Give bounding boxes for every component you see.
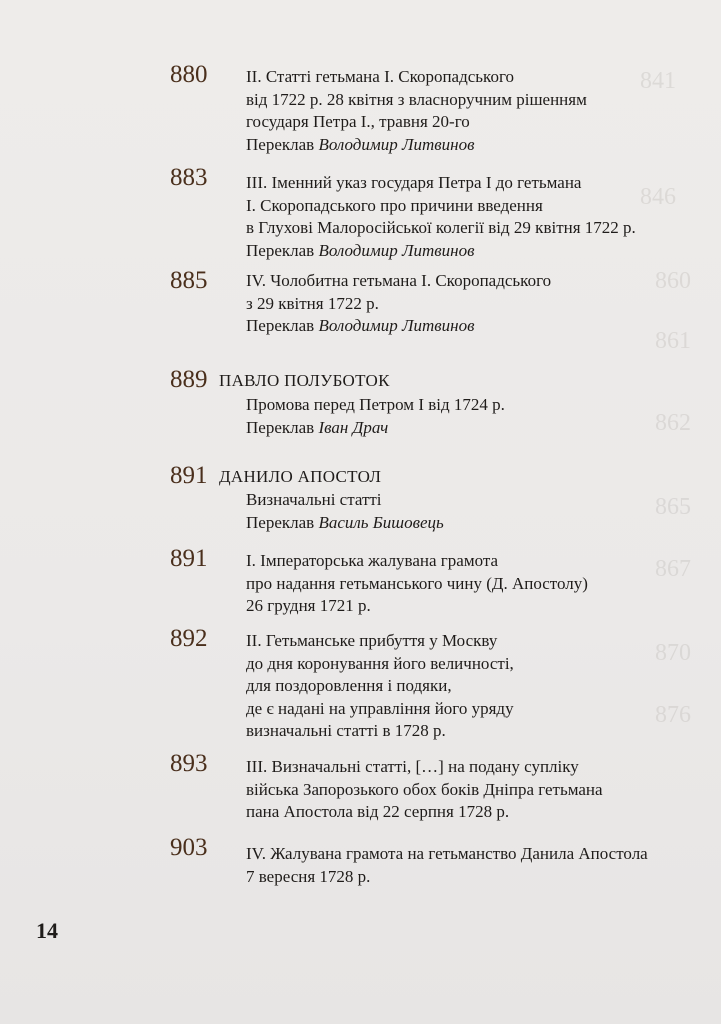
translator-name: Іван Драч xyxy=(318,417,389,437)
translator-line: Переклав Володимир Литвинов xyxy=(246,240,475,260)
toc-page-number: 893 xyxy=(170,750,208,777)
translator-line: Переклав Василь Бишовець xyxy=(246,512,444,532)
translator-line: Переклав Іван Драч xyxy=(246,417,389,437)
toc-page-number: 880 xyxy=(170,61,208,88)
toc-entry-text: ІІІ. Іменний указ государя Петра І до гетьмана І. Скоропадського про причини введення в Глухові Малоросійської колегії від 29 квітня 1722 р. Переклав Володимир Литвинов xyxy=(246,172,636,262)
toc-entry-text: ІІІ. Визначальні статті, […] на подану супліку війська Запорозького обох боків Дніпра гетьмана пана Апостола від 22 серпня 1728 р. xyxy=(246,757,603,821)
author-name: ПАВЛО ПОЛУБОТОК xyxy=(219,371,390,390)
bleed-through-text: 860 xyxy=(655,268,691,294)
toc-page-number: 892 xyxy=(170,625,208,652)
toc-entry-text: Визначальні статті Переклав Василь Бишовець xyxy=(246,489,444,534)
bleed-through-text: 841 xyxy=(640,68,676,94)
translator-name: Василь Бишовець xyxy=(318,512,444,532)
toc-page-number: 883 xyxy=(170,164,208,191)
bleed-through-text: 862 xyxy=(655,410,691,436)
toc-page-number: 891 xyxy=(170,545,208,572)
bleed-through-text: 867 xyxy=(655,556,691,582)
toc-entry-text: Промова перед Петром І від 1724 р. Переклав Іван Драч xyxy=(246,394,505,439)
toc-page-number: 889 xyxy=(170,366,208,393)
translator-line: Переклав Володимир Литвинов xyxy=(246,134,475,154)
toc-entry-text: IV. Чолобитна гетьмана І. Скоропадського з 29 квітня 1722 р. Переклав Володимир Литвинов xyxy=(246,270,551,338)
translator-name: Володимир Литвинов xyxy=(318,134,475,154)
toc-page-number: 891 xyxy=(170,462,208,489)
bleed-through-text: 846 xyxy=(640,184,676,210)
toc-entry-text: І. Імператорська жалувана грамота про надання гетьманського чину (Д. Апостолу) 26 грудня 1721 р. xyxy=(246,551,588,615)
author-name: ДАНИЛО АПОСТОЛ xyxy=(219,467,382,486)
bleed-through-text: 876 xyxy=(655,702,691,728)
translator-name: Володимир Литвинов xyxy=(318,316,475,335)
toc-page-number: 885 xyxy=(170,267,208,294)
bleed-through-text: 865 xyxy=(655,494,691,520)
bleed-through-text: 870 xyxy=(655,640,691,666)
bleed-through-text: 861 xyxy=(655,328,691,354)
toc-page-number: 903 xyxy=(170,834,208,861)
toc-entry-text: ІІ. Гетьманське прибуття у Москву до дня коронування його величності, для поздоровлення і подяки, де є надані на управління його уряду визначальні статті в 1728 р. xyxy=(246,631,514,740)
toc-entry-text: IV. Жалувана грамота на гетьманство Данила Апостола 7 вересня 1728 р. xyxy=(246,844,648,886)
translator-name: Володимир Литвинов xyxy=(318,240,475,260)
page-number: 14 xyxy=(36,918,58,943)
toc-entry-text: II. Статті гетьмана І. Скоропадського від 1722 р. 28 квітня з власноручним рішенням государя Петра І., травня 20-го Переклав Володимир Литвинов xyxy=(246,66,587,156)
translator-line: Переклав Володимир Литвинов xyxy=(246,316,475,335)
